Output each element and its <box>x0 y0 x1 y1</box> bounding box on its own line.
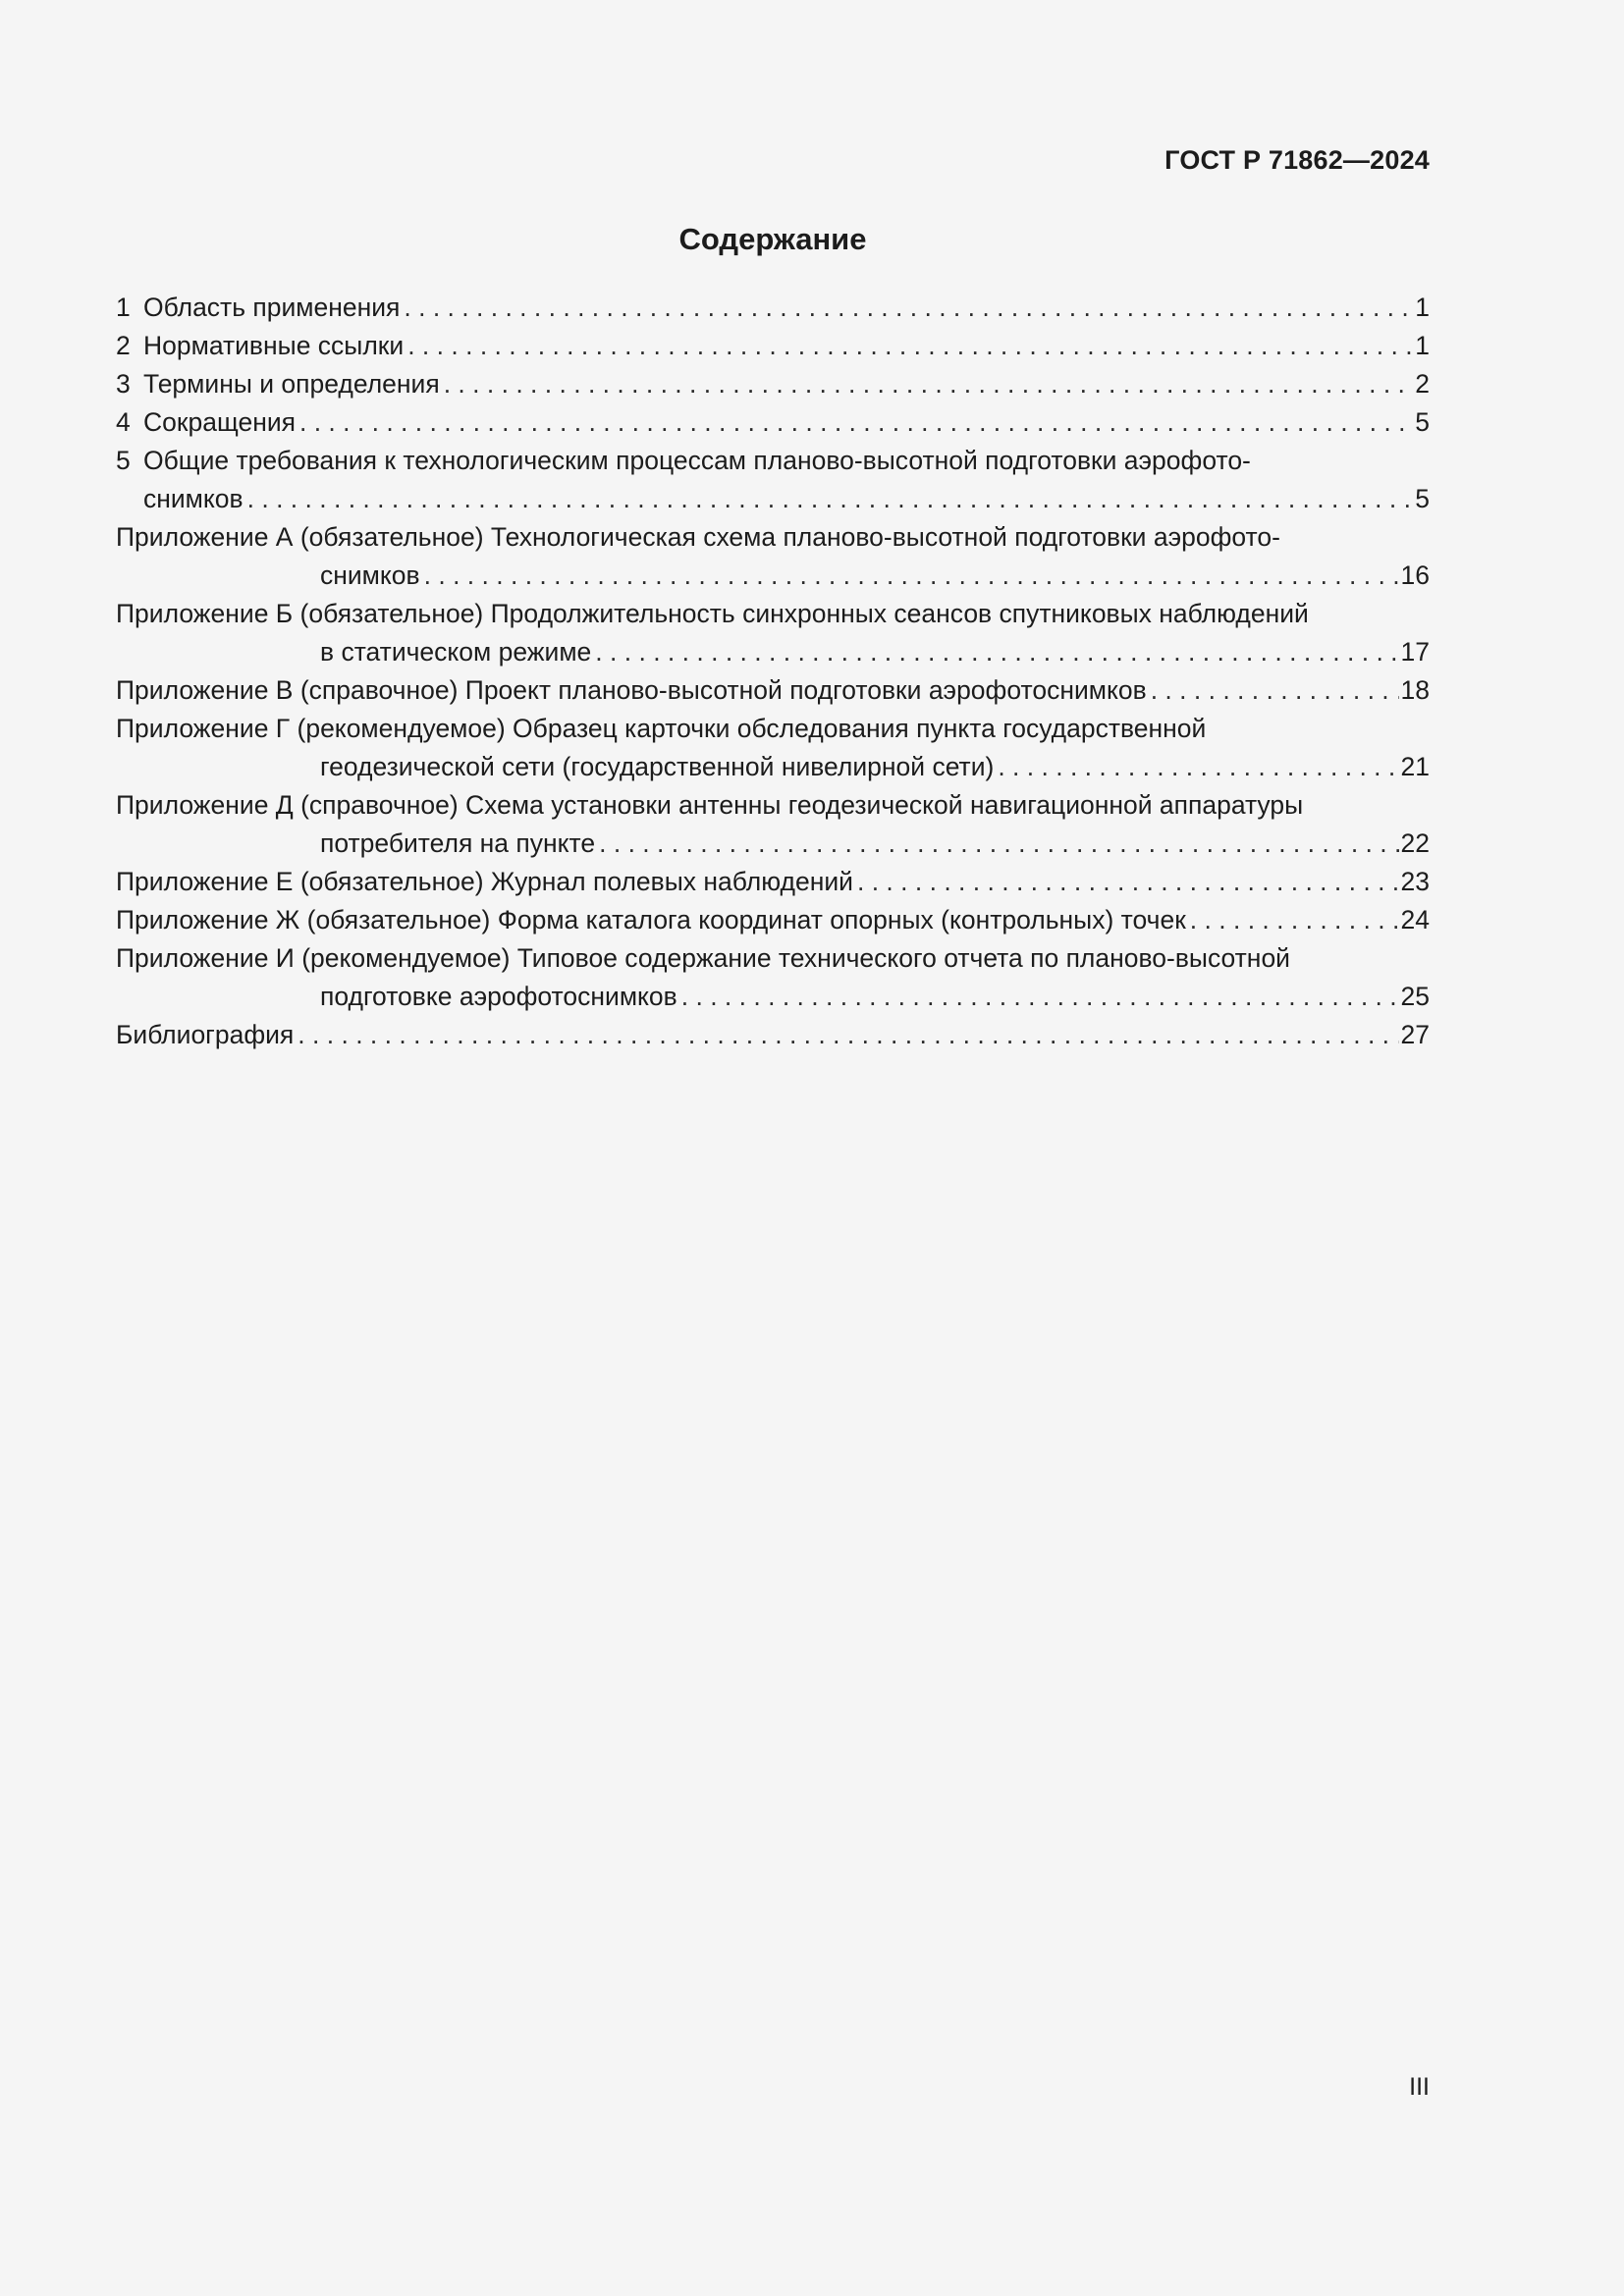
toc-entry-text: Библиография <box>116 1020 295 1049</box>
toc-entry-number: 1 <box>116 293 131 322</box>
dot-leader <box>1190 901 1399 939</box>
toc-entry-text: Приложение Д (справочное) Схема установки антенны геодезической навигационной аппаратуры <box>116 790 1304 820</box>
toc-entry-line[interactable] <box>116 863 1430 901</box>
dot-leader <box>299 403 1413 442</box>
toc-page-number: 22 <box>1400 828 1430 858</box>
toc-entry-text: подготовке аэрофотоснимков <box>320 982 677 1011</box>
dot-leader <box>1151 671 1399 710</box>
toc-page-number: 25 <box>1400 982 1430 1011</box>
dot-leader <box>247 480 1414 518</box>
dot-leader <box>857 863 1399 901</box>
toc-entry-line[interactable] <box>116 289 1430 327</box>
toc-page-number: 17 <box>1400 637 1430 667</box>
toc-entry-line[interactable] <box>116 671 1430 710</box>
dot-leader <box>404 289 1413 327</box>
dot-leader <box>407 327 1413 365</box>
toc-entry-text: Приложение Б (обязательное) Продолжительность синхронных сеансов спутниковых наблюдений <box>116 599 1309 628</box>
toc-page-number: 16 <box>1400 561 1430 590</box>
toc-page-number: 27 <box>1400 1020 1430 1049</box>
toc-page-number: 23 <box>1400 867 1430 896</box>
toc-entry-text: Приложение И (рекомендуемое) Типовое содержание технического отчета по планово-высотной <box>116 943 1290 973</box>
toc-page-number: 24 <box>1400 905 1430 934</box>
toc-entry-number: 5 <box>116 446 131 475</box>
toc-page-number: 21 <box>1400 752 1430 781</box>
toc-page-number: 1 <box>1415 293 1430 322</box>
dot-leader <box>998 748 1398 786</box>
toc-entry-number: 3 <box>116 369 131 399</box>
toc-entry-number: 2 <box>116 331 131 360</box>
toc-entry-line[interactable] <box>116 710 1430 748</box>
toc-entry-line[interactable] <box>116 327 1430 365</box>
toc-entry-text: Термины и определения <box>143 369 440 399</box>
toc-entry-line[interactable] <box>116 786 1430 825</box>
toc-entry-text: Приложение В (справочное) Проект планово-высотной подготовки аэрофотоснимков <box>116 675 1147 705</box>
toc-entry-line[interactable] <box>116 480 1430 518</box>
toc-entry-line[interactable] <box>116 1016 1430 1054</box>
toc-entry-line[interactable] <box>116 557 1430 595</box>
toc-entry-line[interactable] <box>116 825 1430 863</box>
dot-leader <box>298 1016 1398 1054</box>
page-number: III <box>1409 2073 1430 2101</box>
toc-page-number: 1 <box>1415 331 1430 360</box>
toc-entry-line[interactable] <box>116 633 1430 671</box>
toc-entry-text: геодезической сети (государственной нивелирной сети) <box>320 752 995 781</box>
dot-leader <box>424 557 1399 595</box>
toc-entry-line[interactable] <box>116 442 1430 480</box>
toc-page-number: 5 <box>1415 484 1430 513</box>
toc-entry-line[interactable] <box>116 978 1430 1016</box>
toc-entry-text: Приложение Е (обязательное) Журнал полевых наблюдений <box>116 867 853 896</box>
toc-page-number: 2 <box>1415 369 1430 399</box>
toc-title: Содержание <box>678 222 867 256</box>
toc-entry-text: Область применения <box>143 293 401 322</box>
toc-entry-text: Приложение А (обязательное) Технологическая схема планово-высотной подготовки аэрофото- <box>116 522 1280 552</box>
toc-entry-line[interactable] <box>116 748 1430 786</box>
toc-entry-text: потребителя на пункте <box>320 828 596 858</box>
toc-entry-line[interactable] <box>116 365 1430 403</box>
toc-entry-line[interactable] <box>116 939 1430 978</box>
toc-entry-line[interactable] <box>116 595 1430 633</box>
toc-entry-line[interactable] <box>116 901 1430 939</box>
dot-leader <box>681 978 1399 1016</box>
toc-entry-text: Сокращения <box>143 407 296 437</box>
toc-entry-line[interactable] <box>116 403 1430 442</box>
toc-entry-text: снимков <box>320 561 420 590</box>
document-id: ГОСТ Р 71862—2024 <box>1164 145 1430 175</box>
table-of-contents <box>116 289 1430 1054</box>
toc-page-number: 5 <box>1415 407 1430 437</box>
toc-entry-text: Приложение Ж (обязательное) Форма каталога координат опорных (контрольных) точек <box>116 905 1186 934</box>
toc-entry-text: снимков <box>143 484 244 513</box>
toc-entry-text: Общие требования к технологическим процессам планово-высотной подготовки аэрофото- <box>143 446 1251 475</box>
toc-entry-text: Нормативные ссылки <box>143 331 405 360</box>
toc-page-number: 18 <box>1400 675 1430 705</box>
dot-leader <box>599 825 1398 863</box>
toc-entry-number: 4 <box>116 407 131 437</box>
toc-entry-text: Приложение Г (рекомендуемое) Образец карточки обследования пункта государственной <box>116 714 1207 743</box>
dot-leader <box>444 365 1414 403</box>
toc-entry-text: в статическом режиме <box>320 637 592 667</box>
toc-entry-line[interactable] <box>116 518 1430 557</box>
dot-leader <box>595 633 1398 671</box>
